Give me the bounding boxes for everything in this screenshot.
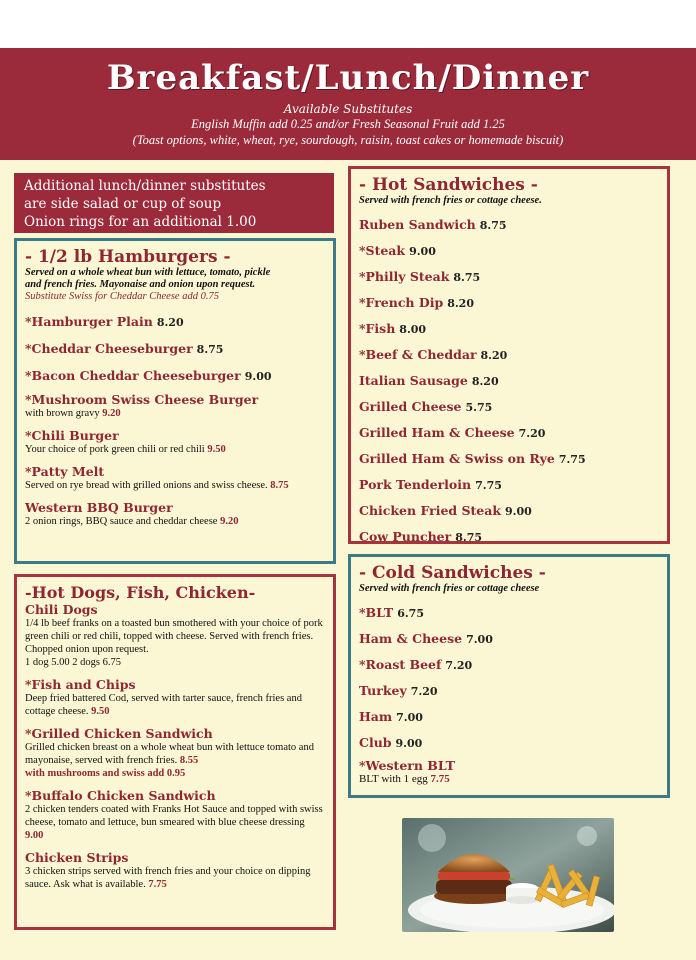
hotdogs-section — [14, 574, 336, 930]
menu-item — [25, 365, 325, 384]
item-price: 8.75 — [455, 531, 483, 544]
menu-item — [359, 654, 659, 673]
menu-item — [359, 240, 659, 259]
item-price: 9.00 — [244, 370, 272, 383]
menu-item — [25, 850, 325, 891]
menu-item — [359, 422, 659, 441]
burger-photo — [402, 818, 614, 932]
item-name: Grilled Ham & Cheese — [359, 425, 515, 440]
menu-item — [359, 474, 659, 493]
menu-item — [359, 628, 659, 647]
item-name: *Chili Burger — [25, 428, 119, 443]
hamburgers-section — [14, 238, 336, 564]
item-name: Ham & Cheese — [359, 631, 463, 646]
item-name: *BLT — [359, 605, 394, 620]
item-price: 9.20 — [102, 408, 121, 419]
menu-item — [359, 370, 659, 389]
item-name: *Fish — [359, 321, 396, 336]
item-price: 7.75 — [475, 479, 502, 492]
item-description: Grilled chicken breast on a whole wheat bun with lettuce tomato and mayonaise, served with french fries. 8.55 — [25, 742, 314, 766]
menu-item — [359, 396, 659, 415]
item-description: 2 onion rings, BBQ sauce and cheddar cheese 9.20 — [25, 516, 239, 527]
item-price: 7.75 — [558, 453, 586, 466]
item-price: 8.75 — [453, 271, 481, 284]
substitutes-line-1: English Muffin add 0.25 and/or Fresh Seasonal Fruit add 1.25 — [191, 117, 505, 131]
item-description: 3 chicken strips served with french fries and your choice on dipping sauce. Ask what is available. 7.75 — [25, 866, 311, 890]
item-name: *Western BLT — [359, 758, 455, 773]
item-name: *French Dip — [359, 295, 444, 310]
hamburgers-note-1: Served on a whole wheat bun with lettuce, tomato, pickle — [25, 267, 271, 278]
item-name: *Roast Beef — [359, 657, 442, 672]
item-price: 5.75 — [465, 401, 493, 414]
cold-sandwiches-section — [348, 554, 670, 798]
item-price: 9.50 — [91, 706, 110, 717]
item-name: Turkey — [359, 683, 407, 698]
item-description: Deep fried battered Cod, served with tarter sauce, french fries and cottage cheese. 9.50 — [25, 693, 302, 717]
hot-sandwiches-title: - Hot Sandwiches - — [359, 175, 538, 195]
item-price: 8.20 — [156, 316, 184, 329]
item-name: Chili Dogs — [25, 602, 98, 617]
item-price: 7.75 — [148, 879, 167, 890]
item-description: Served on rye bread with grilled onions and swiss cheese. 8.75 — [25, 480, 289, 491]
item-name: *Cheddar Cheeseburger — [25, 341, 193, 356]
item-name: *Steak — [359, 243, 406, 258]
item-name: Grilled Cheese — [359, 399, 462, 414]
item-price: 8.20 — [471, 375, 499, 388]
menu-item — [359, 758, 659, 786]
item-name: *Fish and Chips — [25, 677, 136, 692]
menu-item — [359, 602, 659, 621]
menu-item — [25, 392, 325, 420]
burger-fries-image — [402, 818, 614, 932]
item-name: Club — [359, 735, 392, 750]
item-price: 7.20 — [518, 427, 546, 440]
hamburgers-note-3: Substitute Swiss for Cheddar Cheese add 0.75 — [25, 291, 219, 302]
item-price: 7.75 — [430, 773, 450, 785]
substitutes-heading: Available Substitutes — [283, 102, 413, 116]
item-name: Ham — [359, 709, 393, 724]
item-price: 8.20 — [447, 297, 474, 310]
hot-sandwiches-note: Served with french fries or cottage cheese. — [359, 195, 542, 206]
item-name: *Beef & Cheddar — [359, 347, 477, 362]
item-price: 7.20 — [410, 685, 438, 698]
menu-item — [359, 318, 659, 337]
item-name: Cow Puncher — [359, 529, 452, 544]
item-addon: with mushrooms and swiss add 0.95 — [25, 768, 186, 779]
additional-line-3: Onion rings for an additional 1.00 — [24, 214, 257, 230]
cold-sandwiches-title: - Cold Sandwiches - — [359, 563, 546, 583]
menu-item — [359, 344, 659, 363]
item-price: 7.20 — [445, 659, 473, 672]
menu-item — [25, 500, 325, 528]
header-banner — [0, 48, 696, 160]
menu-item — [25, 602, 325, 669]
menu-item — [25, 677, 325, 718]
item-name: *Patty Melt — [25, 464, 105, 479]
item-price: 9.20 — [220, 516, 239, 527]
menu-item — [25, 338, 325, 357]
item-description: BLT with 1 egg 7.75 — [359, 773, 450, 785]
item-price: 7.00 — [396, 711, 423, 724]
menu-item — [359, 526, 659, 545]
additional-substitutes — [14, 173, 334, 233]
item-price: 8.75 — [479, 219, 507, 232]
item-price: 8.20 — [480, 349, 508, 362]
menu-item — [359, 680, 659, 699]
menu-item — [359, 500, 659, 519]
item-name: Grilled Ham & Swiss on Rye — [359, 451, 555, 466]
item-prices: 1 dog 5.00 2 dogs 6.75 — [25, 657, 121, 668]
item-price: 6.75 — [397, 607, 424, 620]
item-name: *Hamburger Plain — [25, 314, 153, 329]
menu-item — [359, 706, 659, 725]
item-price: 9.00 — [505, 505, 532, 518]
item-price: 9.00 — [395, 737, 423, 750]
item-price: 8.55 — [179, 755, 199, 766]
menu-item — [25, 788, 325, 842]
item-description: 1/4 lb beef franks on a toasted bun smothered with your choice of pork green chili or red chili, topped with cheese. Served with french fries. Chopped onion upon request. — [25, 618, 323, 655]
menu-item — [359, 732, 659, 751]
hamburgers-title: - 1/2 lb Hamburgers - — [25, 247, 231, 267]
menu-item — [359, 292, 659, 311]
item-name: Pork Tenderloin — [359, 477, 472, 492]
menu-item — [25, 726, 325, 780]
item-description: Your choice of pork green chili or red chili 9.50 — [25, 444, 226, 455]
menu-item — [359, 266, 659, 285]
item-price: 8.00 — [399, 323, 427, 336]
hot-sandwiches-section — [348, 166, 670, 544]
hotdogs-title: -Hot Dogs, Fish, Chicken- — [25, 583, 256, 602]
item-price: 8.75 — [270, 480, 289, 491]
cold-sandwiches-note: Served with french fries or cottage cheese — [359, 583, 540, 594]
menu-item — [25, 464, 325, 492]
item-price: 7.00 — [466, 633, 493, 646]
menu-item — [25, 311, 325, 330]
additional-line-2: are side salad or cup of soup — [24, 196, 222, 212]
menu-item — [359, 214, 659, 233]
item-name: Western BBQ Burger — [25, 500, 173, 515]
item-price: 9.00 — [409, 245, 436, 258]
item-name: *Philly Steak — [359, 269, 450, 284]
item-description: with brown gravy 9.20 — [25, 408, 121, 419]
item-name: Italian Sausage — [359, 373, 468, 388]
item-description: 2 chicken tenders coated with Franks Hot Sauce and topped with swiss cheese, tomato and lettuce, bun smeared with blue cheese dressing 9.00 — [25, 804, 323, 841]
item-price: 9.50 — [207, 444, 226, 455]
menu-item — [359, 448, 659, 467]
additional-line-1: Additional lunch/dinner substitutes — [24, 178, 266, 194]
hamburgers-note-2: and french fries. Mayonaise and onion upon request. — [25, 279, 256, 290]
item-name: Chicken Strips — [25, 850, 129, 865]
item-name: *Grilled Chicken Sandwich — [25, 726, 213, 741]
item-name: *Bacon Cheddar Cheeseburger — [25, 368, 241, 383]
menu-item — [25, 428, 325, 456]
item-name: Chicken Fried Steak — [359, 503, 501, 518]
item-name: Ruben Sandwich — [359, 217, 476, 232]
item-name: *Buffalo Chicken Sandwich — [25, 788, 216, 803]
substitutes-line-2: (Toast options, white, wheat, rye, sourdough, raisin, toast cakes or homemade biscuit) — [132, 133, 564, 147]
item-price: 9.00 — [25, 830, 44, 841]
item-name: *Mushroom Swiss Cheese Burger — [25, 392, 259, 407]
item-price: 8.75 — [196, 343, 224, 356]
menu-title: Breakfast/Lunch/Dinner — [106, 58, 590, 98]
